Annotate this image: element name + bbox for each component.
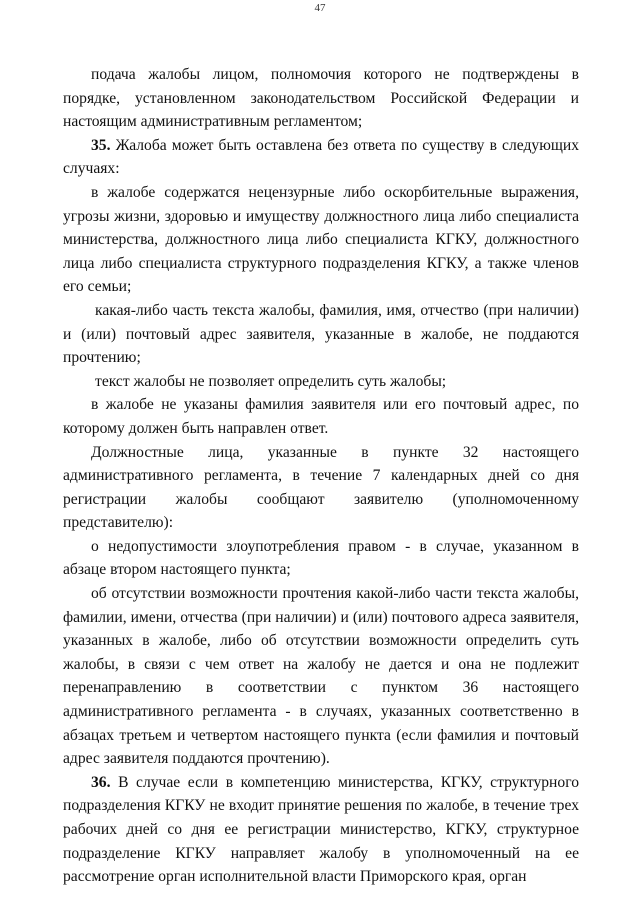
- paragraph-text: в жалобе содержатся нецензурные либо оскорбительные выражения, угрозы жизни, здоровью и имуществу должностного лица либо специалиста министерства, должностного лица либо специалиста КГКУ, должностного лица либо специалиста структурного подразделения КГКУ, а также членов его семьи;: [63, 183, 579, 296]
- paragraph: [63, 181, 579, 299]
- paragraph-text: об отсутствии возможности прочтения какой-либо части текста жалобы, фамилии, имени, отчества (при наличии) и (или) почтового адреса заявителя, указанных в жалобе, либо об отсутствии возможности определить суть жалобы, в связи с чем ответ на жалобу не дается и она не подлежит перенаправлению в соответствии с пунктом 36 настоящего административного регламента - в случаях, указанных соответственно в абзацах третьем и четвертом настоящего пункта (если фамилия и почтовый адрес заявителя поддаются прочтению).: [63, 585, 579, 768]
- document-body: [63, 63, 579, 889]
- clause-number: 36.: [91, 773, 111, 791]
- paragraph-text: подача жалобы лицом, полномочия которого не подтверждены в порядке, установленном законодательством Российской Федерации и настоящим административным регламентом;: [63, 66, 579, 131]
- clause-35: [63, 134, 579, 181]
- paragraph: [63, 535, 579, 582]
- paragraph-text: какая-либо часть текста жалобы, фамилия, имя, отчество (при наличии) и (или) почтовый адрес заявителя, указанные в жалобе, не поддаются прочтению;: [63, 301, 579, 367]
- paragraph-text: текст жалобы не позволяет определить суть жалобы;: [95, 372, 447, 390]
- paragraph-text: о недопустимости злоупотребления правом - в случае, указанном в абзаце втором настоящего пункта;: [63, 537, 579, 579]
- clause-number: 35.: [91, 136, 111, 154]
- paragraph: [63, 299, 579, 370]
- paragraph: [63, 582, 579, 771]
- paragraph: [63, 63, 579, 134]
- paragraph-text: в жалобе не указаны фамилия заявителя или его почтовый адрес, по которому должен быть направлен ответ.: [63, 396, 579, 437]
- paragraph-text: Должностные лица, указанные в пункте 32 настоящего административного регламента, в течение 7 календарных дней со дня регистрации жалобы сообщают заявителю (уполномоченному представителю):: [63, 443, 579, 532]
- paragraph-text: В случае если в компетенцию министерства, КГКУ, структурного подразделения КГКУ не входит принятие решения по жалобе, в течение трех рабочих дней со дня ее регистрации министерство, КГКУ, структурное подразделение КГКУ направляет жалобу в уполномоченный на ее рассмотрение орган исполнительной власти Приморского края, орган: [63, 773, 579, 886]
- clause-36: [63, 771, 579, 889]
- paragraph: [63, 370, 579, 394]
- paragraph-text: Жалоба может быть оставлена без ответа по существу в следующих случаях:: [63, 136, 579, 178]
- page-number: 47: [314, 2, 326, 14]
- paragraph: [63, 393, 579, 440]
- paragraph: [63, 441, 579, 535]
